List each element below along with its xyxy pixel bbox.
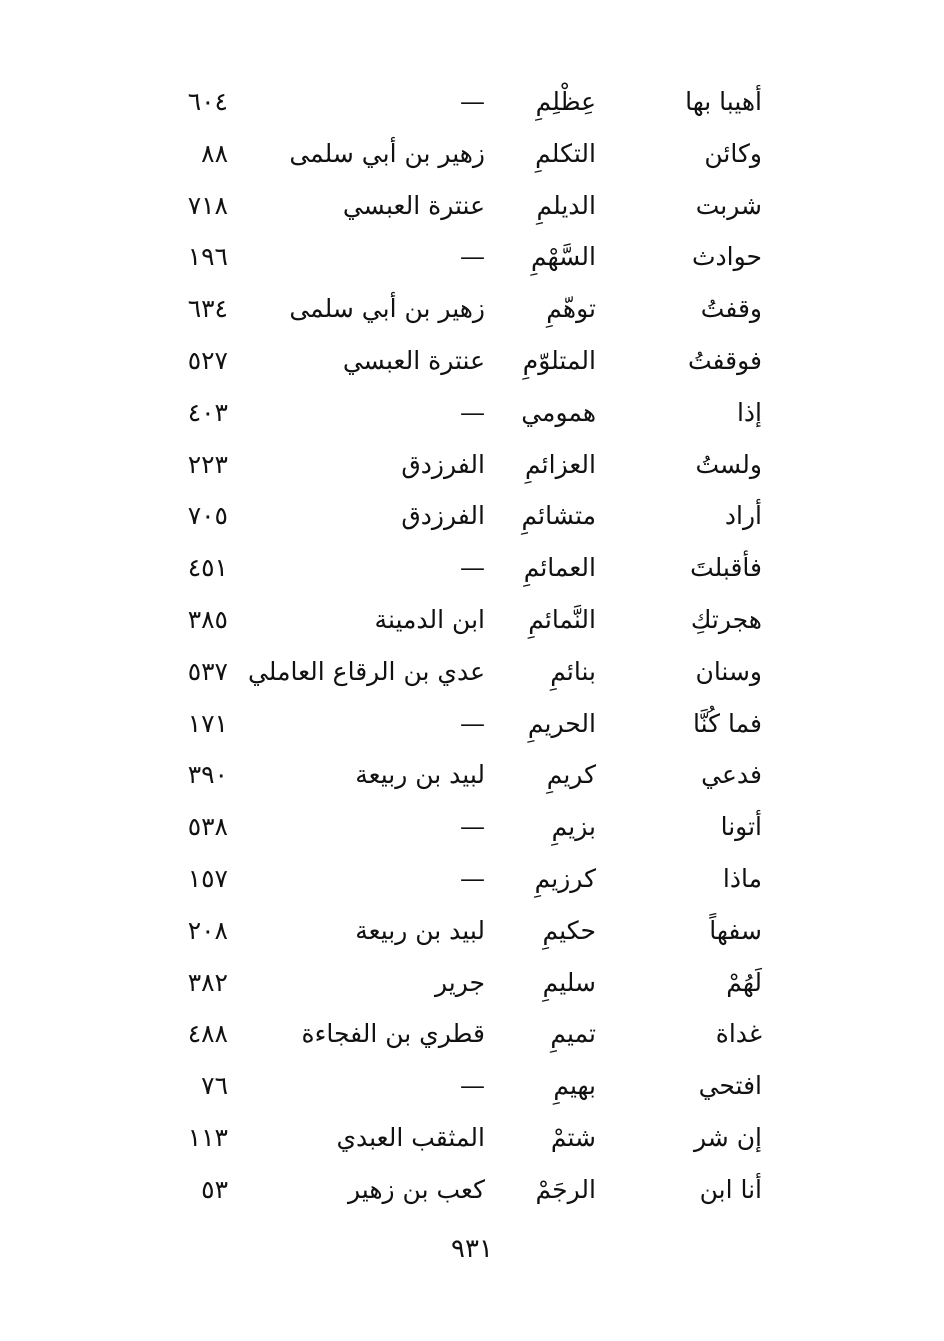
rhyme-word: العمائمِ bbox=[523, 553, 596, 583]
verse-opening-word: فأقبلتَ bbox=[690, 553, 762, 583]
poet-name: عنترة العبسي bbox=[342, 345, 485, 375]
index-row bbox=[150, 905, 790, 957]
page-reference: ٥٣٧ bbox=[187, 656, 228, 686]
index-row bbox=[150, 76, 790, 128]
rhyme-word: بزيمِ bbox=[551, 812, 596, 842]
page-reference: ٢٠٨ bbox=[187, 915, 228, 945]
rhyme-word: بنائمِ bbox=[550, 656, 596, 686]
index-row bbox=[150, 646, 790, 698]
rhyme-word: الديلمِ bbox=[536, 190, 596, 220]
verse-opening-word: وسنان bbox=[695, 656, 762, 686]
poet-name: لبيد بن ربيعة bbox=[355, 760, 485, 790]
index-row bbox=[150, 128, 790, 180]
rhyme-word: النَّمائمِ bbox=[528, 604, 596, 634]
index-row bbox=[150, 749, 790, 801]
verse-opening-word: غداة bbox=[715, 1019, 762, 1049]
poet-name: لبيد بن ربيعة bbox=[355, 915, 485, 945]
rhyme-word: حكيمِ bbox=[542, 915, 596, 945]
poet-name: الفرزدق bbox=[401, 501, 485, 531]
poet-name: قطري بن الفجاءة bbox=[301, 1019, 485, 1049]
rhyme-word: همومي bbox=[521, 397, 596, 427]
verse-opening-word: فوقفتُ bbox=[687, 345, 762, 375]
poet-name: — bbox=[460, 242, 485, 272]
poet-name: عدي بن الرقاع العاملي bbox=[247, 656, 485, 686]
page-reference: ٥٣ bbox=[201, 1174, 228, 1204]
verse-opening-word: هجرتكِ bbox=[690, 604, 762, 634]
verse-index-table bbox=[150, 76, 790, 1216]
index-row bbox=[150, 801, 790, 853]
page-reference: ١٩٦ bbox=[187, 242, 228, 272]
rhyme-word: كريمِ bbox=[546, 760, 596, 790]
poet-name: — bbox=[460, 397, 485, 427]
rhyme-word: تميمِ bbox=[550, 1019, 596, 1049]
rhyme-word: السَّهْمِ bbox=[530, 242, 596, 272]
rhyme-word: شتمْ bbox=[550, 1122, 596, 1152]
page-reference: ٤٨٨ bbox=[187, 1019, 228, 1049]
verse-opening-word: إن شر bbox=[694, 1122, 762, 1152]
poet-name: — bbox=[460, 812, 485, 842]
rhyme-word: توهّمِ bbox=[546, 294, 596, 324]
index-row bbox=[150, 698, 790, 750]
poet-name: كعب بن زهير bbox=[348, 1174, 485, 1204]
index-row bbox=[150, 542, 790, 594]
page-reference: ٧١٨ bbox=[187, 190, 228, 220]
index-row bbox=[150, 439, 790, 491]
poet-name: زهير بن أبي سلمى bbox=[289, 294, 485, 324]
index-row bbox=[150, 594, 790, 646]
page-reference: ٧٠٥ bbox=[187, 501, 228, 531]
verse-opening-word: ماذا bbox=[722, 863, 762, 893]
poet-name: الفرزدق bbox=[401, 449, 485, 479]
page-reference: ٣٩٠ bbox=[187, 760, 228, 790]
verse-opening-word: إذا bbox=[736, 397, 762, 427]
verse-opening-word: وقفتُ bbox=[700, 294, 762, 324]
verse-opening-word: أراد bbox=[724, 501, 762, 531]
page-reference: ٥٣٨ bbox=[187, 812, 228, 842]
page-reference: ٣٨٢ bbox=[187, 967, 228, 997]
index-row bbox=[150, 231, 790, 283]
verse-opening-word: أتونا bbox=[720, 812, 762, 842]
index-row bbox=[150, 853, 790, 905]
index-row bbox=[150, 490, 790, 542]
poet-name: — bbox=[460, 87, 485, 116]
index-row bbox=[150, 1008, 790, 1060]
rhyme-word: المتلوّمِ bbox=[522, 345, 596, 375]
rhyme-word: العزائمِ bbox=[525, 449, 596, 479]
verse-opening-word: حوادث bbox=[692, 242, 762, 272]
page-reference: ٧٦ bbox=[201, 1071, 228, 1101]
poet-name: — bbox=[460, 1071, 485, 1101]
index-row bbox=[150, 180, 790, 232]
poet-name: — bbox=[460, 863, 485, 893]
page-reference: ١٥٧ bbox=[187, 863, 228, 893]
poet-name: زهير بن أبي سلمى bbox=[289, 138, 485, 168]
index-row bbox=[150, 335, 790, 387]
rhyme-word: بهيمِ bbox=[553, 1071, 596, 1101]
page-reference: ٣٨٥ bbox=[187, 604, 228, 634]
page-reference: ١١٣ bbox=[187, 1122, 228, 1152]
verse-opening-word: سفهاً bbox=[709, 915, 762, 945]
poet-name: — bbox=[460, 553, 485, 583]
page-reference: ٢٢٣ bbox=[187, 449, 228, 479]
poet-name: عنترة العبسي bbox=[342, 190, 485, 220]
rhyme-word: متشائمِ bbox=[521, 501, 596, 531]
page-reference: ٤٥١ bbox=[187, 553, 228, 583]
poet-name: — bbox=[460, 708, 485, 738]
rhyme-word: سليمِ bbox=[542, 967, 596, 997]
page-reference: ٥٢٧ bbox=[187, 345, 228, 375]
index-row bbox=[150, 1112, 790, 1164]
page-reference: ١٧١ bbox=[187, 708, 228, 738]
page-reference: ٦٠٤ bbox=[187, 87, 228, 116]
poet-name: المثقب العبدي bbox=[336, 1122, 485, 1152]
index-row bbox=[150, 957, 790, 1009]
verse-opening-word: افتحي bbox=[698, 1071, 762, 1101]
rhyme-word: الرجَمْ bbox=[535, 1174, 596, 1204]
rhyme-word: الحريمِ bbox=[527, 708, 596, 738]
verse-opening-word: ولستُ bbox=[695, 449, 762, 479]
verse-opening-word: فدعي bbox=[701, 760, 762, 790]
index-row bbox=[150, 1060, 790, 1112]
verse-opening-word: أهيبا بها bbox=[685, 87, 762, 116]
poet-name: جرير bbox=[435, 967, 485, 997]
verse-opening-word: وكائن bbox=[704, 138, 762, 168]
verse-opening-word: شربت bbox=[695, 190, 762, 220]
index-row bbox=[150, 1164, 790, 1216]
page-reference: ٨٨ bbox=[201, 138, 228, 168]
index-row bbox=[150, 283, 790, 335]
rhyme-word: كرزيمِ bbox=[534, 863, 596, 893]
page-reference: ٦٣٤ bbox=[187, 294, 228, 324]
page-number: ٩٣١ bbox=[451, 1234, 493, 1264]
verse-opening-word: فما كُنَّا bbox=[692, 708, 762, 738]
rhyme-word: عِظْلِمِ bbox=[535, 87, 596, 116]
verse-opening-word: أنا ابن bbox=[699, 1174, 762, 1204]
page-reference: ٤٠٣ bbox=[187, 397, 228, 427]
verse-opening-word: لَهُمْ bbox=[726, 967, 762, 997]
rhyme-word: التكلمِ bbox=[535, 138, 596, 168]
poet-name: ابن الدمينة bbox=[374, 604, 485, 634]
index-row bbox=[150, 387, 790, 439]
